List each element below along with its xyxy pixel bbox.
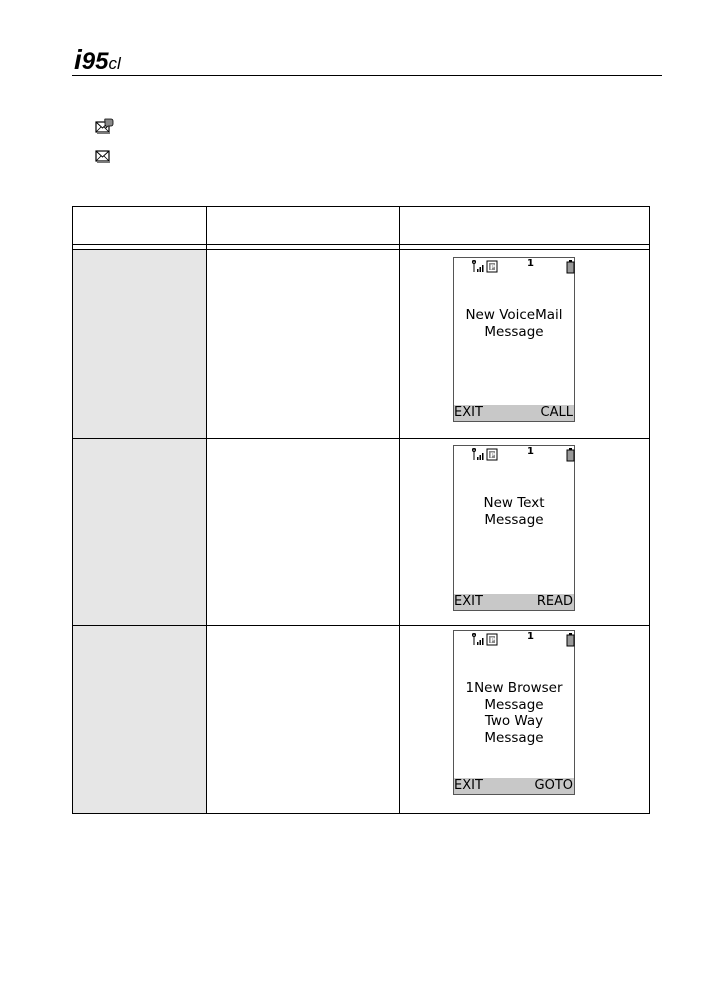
- message-line: Message: [484, 729, 544, 746]
- battery-icon: [567, 448, 574, 461]
- read-softkey[interactable]: READ: [536, 594, 573, 609]
- page-header: [72, 40, 662, 76]
- antenna-icon: [472, 633, 476, 645]
- call-softkey[interactable]: CALL: [540, 405, 573, 420]
- message-line: New VoiceMail: [465, 307, 563, 323]
- battery-icon: [567, 260, 574, 273]
- signal-bars-icon: [477, 265, 484, 272]
- phone-screen-voicemail: [453, 257, 575, 422]
- line-number: 1: [527, 631, 534, 642]
- envelope-icon: [94, 148, 114, 166]
- signal-bars-icon: [477, 638, 484, 645]
- message-line: Message: [484, 696, 544, 713]
- softkey-bar: [454, 405, 574, 421]
- logo-number: 95: [81, 48, 109, 75]
- message-line: 1New Browser: [465, 680, 563, 696]
- column-divider-2: [399, 207, 400, 813]
- header-divider: [72, 75, 662, 76]
- status-bar: [454, 258, 574, 276]
- table-header: [73, 207, 649, 245]
- header-rule: [73, 244, 649, 245]
- packet-data-icon: [487, 261, 497, 272]
- row-2-label-cell: [73, 439, 206, 625]
- exit-softkey[interactable]: EXIT: [454, 778, 483, 793]
- line-number: 1: [527, 446, 534, 457]
- line-number: 1: [527, 258, 534, 269]
- logo-suffix: cl: [108, 54, 121, 73]
- softkey-bar: [454, 594, 574, 610]
- packet-data-icon: [487, 449, 497, 460]
- message-line: New Text: [483, 495, 545, 511]
- row-3-label-cell: [73, 626, 206, 813]
- svg-text:P: P: [490, 451, 496, 460]
- antenna-icon: [472, 260, 476, 272]
- antenna-icon: [472, 448, 476, 460]
- product-logo: [74, 44, 121, 76]
- message-line: Message: [484, 323, 544, 340]
- softkey-bar: [454, 778, 574, 794]
- screen-message: [454, 307, 574, 340]
- column-divider-1: [206, 207, 207, 813]
- logo-i: i: [74, 44, 82, 75]
- exit-softkey[interactable]: EXIT: [454, 594, 483, 609]
- screen-message: [454, 680, 574, 746]
- svg-text:P: P: [490, 636, 496, 645]
- svg-text:P: P: [490, 263, 496, 272]
- battery-icon: [567, 633, 574, 646]
- row-divider: [73, 625, 649, 626]
- signal-bars-icon: [477, 453, 484, 460]
- row-divider: [73, 438, 649, 439]
- status-bar: [454, 446, 574, 464]
- phone-screen-browser: [453, 630, 575, 795]
- exit-softkey[interactable]: EXIT: [454, 405, 483, 420]
- message-line: Message: [484, 511, 544, 528]
- phone-screen-text: [453, 445, 575, 611]
- screen-message: [454, 495, 574, 528]
- status-bar: [454, 631, 574, 649]
- notification-table: [72, 206, 650, 814]
- message-line: Two Way: [484, 713, 544, 729]
- voicemail-envelope-icon: [94, 116, 114, 136]
- packet-data-icon: [487, 634, 497, 645]
- goto-softkey[interactable]: GOTO: [534, 778, 573, 793]
- row-1-label-cell: [73, 250, 206, 438]
